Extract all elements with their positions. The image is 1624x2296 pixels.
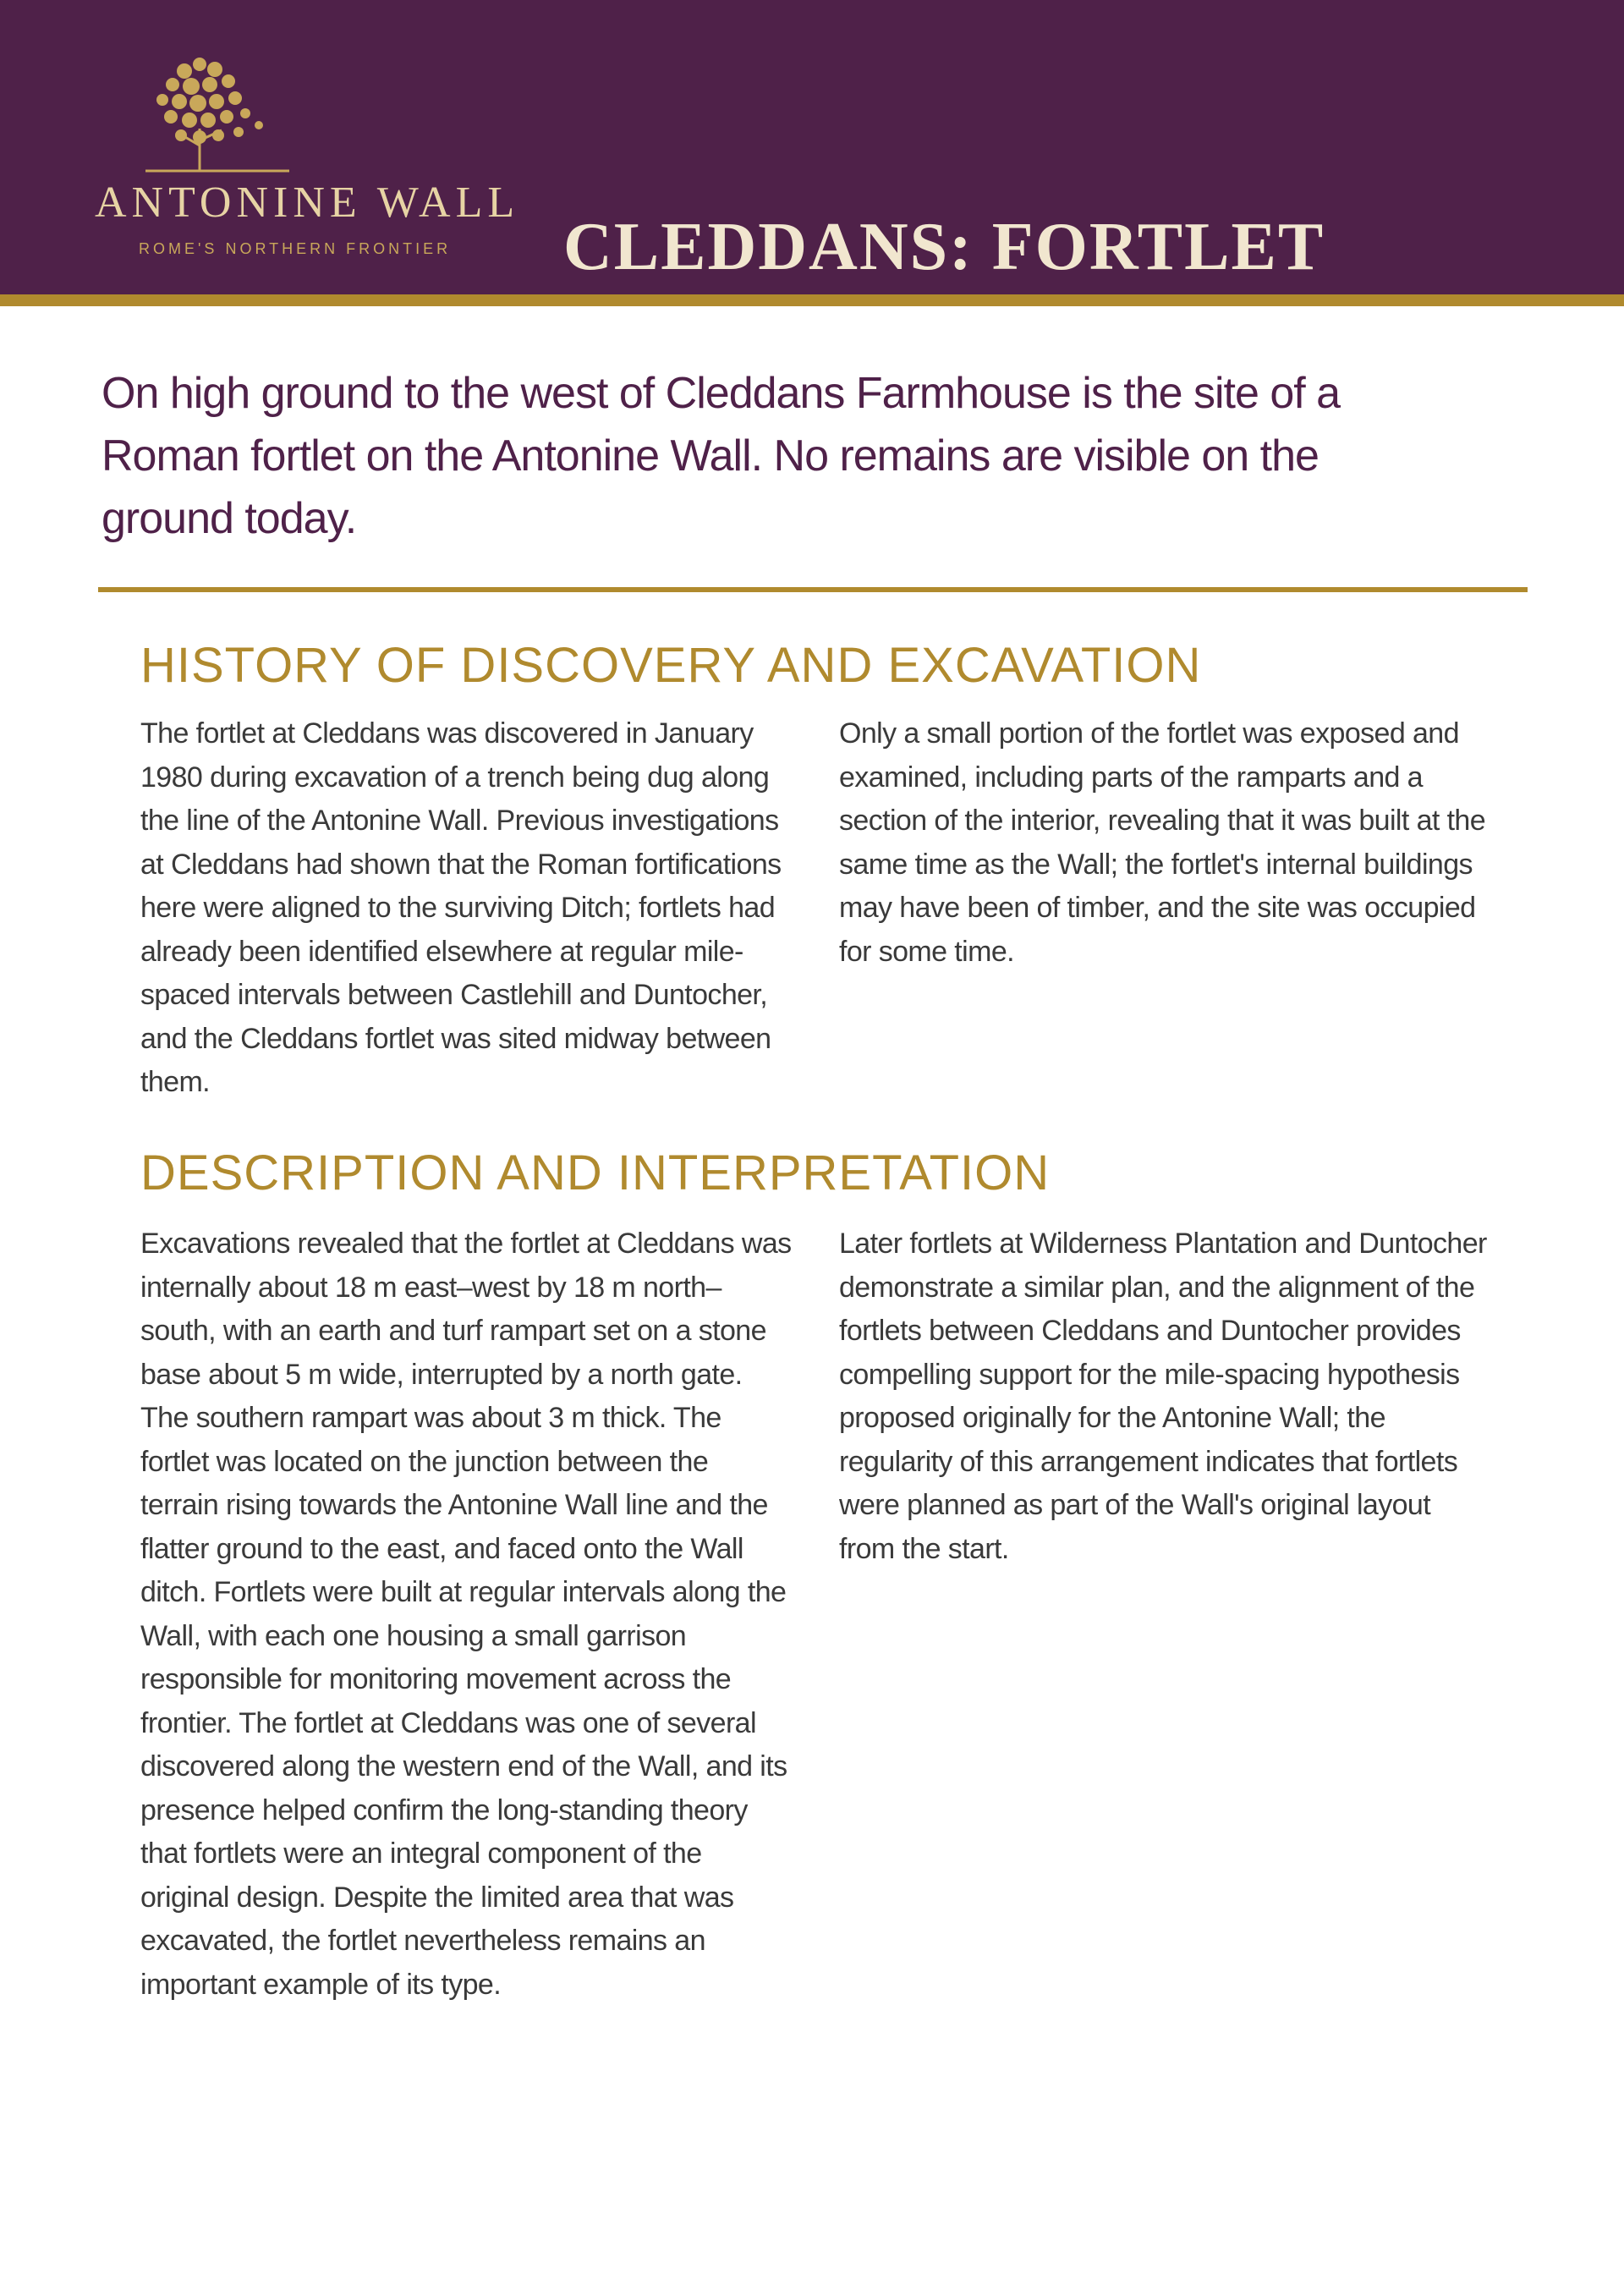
section-divider (98, 587, 1528, 592)
logo-title: ANTONINE WALL (95, 179, 520, 227)
header-underline (0, 294, 1624, 306)
page-title: CLEDDANS: FORTLET (563, 209, 1325, 284)
intro-paragraph: On high ground to the west of Cleddans Farmhouse is the site of a Roman fortlet on the Antonine Wall. No remains are visible on the ground today. (102, 369, 1341, 543)
history-text-left-column: The fortlet at Cleddans was discovered in January 1980 during excavation of a trench being dug along the line of the Antonine Wall. Previous investigations at Cleddans had shown that the Roman fortifications here were aligned to the surviving Ditch; fortlets had already been identified elsewhere at regular mile-spaced intervals between Castlehill and Duntocher, and the Cleddans fortlet was sited midway between them. (140, 717, 782, 1098)
page-header (0, 0, 1624, 294)
history-text-right-column: Only a small portion of the fortlet was exposed and examined, including parts of the ramparts and a section of the interior, revealing that it was built at the same time as the Wall; the fortlet's internal buildings may have been of timber, and the site was occupied for some time. (839, 717, 1486, 968)
section-heading-history: HISTORY OF DISCOVERY AND EXCAVATION (140, 638, 1202, 693)
antonine-wall-logo (95, 52, 520, 264)
section-heading-description: DESCRIPTION AND INTERPRETATION (140, 1145, 1051, 1200)
tree-logo-icon (112, 52, 306, 184)
logo-tagline: ROME'S NORTHERN FRONTIER (139, 240, 452, 257)
description-text-left-column: Excavations revealed that the fortlet at Cleddans was internally about 18 m east–west by 18 m north–south, with an earth and turf rampart set on a stone base about 5 m wide, interrupted by a north gate. The southern rampart was about 3 m thick. The fortlet was located on the junction between the terrain rising towards the Antonine Wall line and the flatter ground to the east, and faced onto the Wall ditch. Fortlets were built at regular intervals along the Wall, with each one housing a small garrison responsible for monitoring movement across the frontier. The fortlet at Cleddans was one of several discovered along the western end of the Wall, and its presence helped confirm the long-standing theory that fortlets were an integral component of the original design. Despite the limited area that was excavated, the fortlet nevertheless remains an important example of its type. (140, 1228, 792, 2001)
description-text-right-column: Later fortlets at Wilderness Plantation and Duntocher demonstrate a similar plan, and the alignment of the fortlets between Cleddans and Duntocher provides compelling support for the mile-spacing hypothesis proposed originally for the Antonine Wall; the regularity of this arrangement indicates that fortlets were planned as part of the Wall's original layout from the start. (839, 1228, 1487, 1565)
